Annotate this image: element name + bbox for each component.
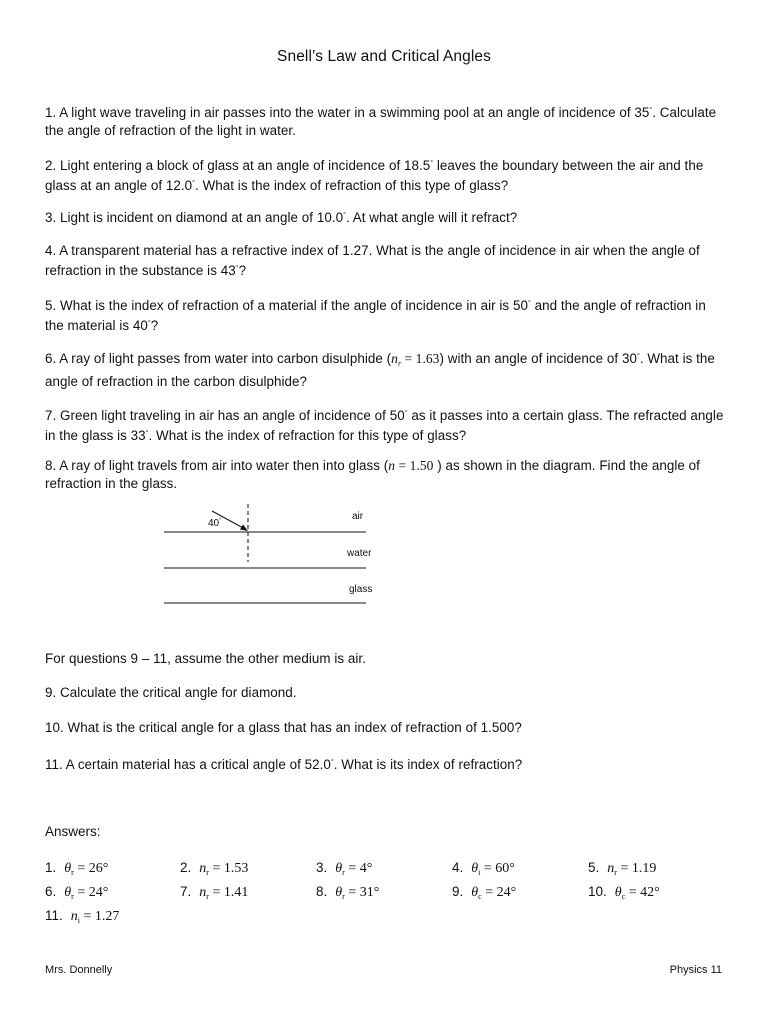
answers-heading: Answers: xyxy=(45,824,101,839)
question-6: 6. A ray of light passes from water into carbon disulphide $(n_r = 1.63)$ with an angle of incidence of 30°. What is the angle of refraction in the carbon disulphide? xyxy=(45,351,715,389)
answer-1: 1. $\theta_r = 26^\circ$ xyxy=(45,860,109,877)
angle-label: 40° xyxy=(208,518,222,529)
question-2: 2. Light entering a block of glass at an angle of incidence of 18.5° leaves the boundary between the air and the glass at an angle of 12.0°. What is the index of refraction of this type of glass? xyxy=(45,158,704,193)
answer-11: 11. $n_i = 1.27$ xyxy=(45,908,120,925)
question-4: 4. A transparent material has a refractive index of 1.27. What is the angle of incidence in air when the angle of refraction in the substance is 43°? xyxy=(45,243,700,278)
page-title: Snell’s Law and Critical Angles xyxy=(277,48,491,65)
answer-4: 4. $\theta_i = 60^\circ$ xyxy=(452,860,515,877)
questions-9-11-intro: For questions 9 – 11, assume the other medium is air. xyxy=(45,651,366,666)
question-11: 11. A certain material has a critical angle of 52.0°. What is its index of refraction? xyxy=(45,757,523,772)
refraction-diagram xyxy=(150,500,390,612)
answer-8: 8. $\theta_r = 31^\circ$ xyxy=(316,884,380,901)
refractive-index-expression: $n_r = 1.63$ xyxy=(391,351,440,368)
answer-5: 5. $n_r = 1.19$ xyxy=(588,860,657,877)
question-3: 3. Light is incident on diamond at an angle of 10.0°. At what angle will it refract? xyxy=(45,210,518,225)
question-7: 7. Green light traveling in air has an angle of incidence of 50° as it passes into a certain glass. The refracted angle in the glass is 33°. What is the index of refraction for this type of glass? xyxy=(45,408,724,443)
question-9: 9. Calculate the critical angle for diamond. xyxy=(45,685,297,700)
answer-2: 2. $n_r = 1.53$ xyxy=(180,860,249,877)
air-label: air xyxy=(352,511,364,522)
question-8: 8. A ray of light travels from air into water then into glass (n = 1.50 ) as shown in the diagram. Find the angle of refraction in the glass. xyxy=(45,458,700,491)
answer-3: 3. $\theta_r = 4^\circ$ xyxy=(316,860,373,877)
footer-author: Mrs. Donnelly xyxy=(45,964,113,976)
ray-arrowhead xyxy=(240,525,248,532)
answer-6: 6. $\theta_r = 24^\circ$ xyxy=(45,884,109,901)
question-1: 1. A light wave traveling in air passes into the water in a swimming pool at an angle of incidence of 35°. Calculate the angle of refraction of the light in water. xyxy=(45,105,717,138)
answer-9: 9. $\theta_c = 24^\circ$ xyxy=(452,884,517,901)
answer-7: 7. $n_r = 1.41$ xyxy=(180,884,249,901)
glass-index-expression: n = 1.50 xyxy=(388,458,434,473)
question-5: 5. What is the index of refraction of a material if the angle of incidence in air is 50° and the angle of refraction in the material is 40°? xyxy=(45,298,706,333)
answer-10: 10. $\theta_c = 42^\circ$ xyxy=(588,884,660,901)
glass-label: glass xyxy=(349,584,373,595)
water-label: water xyxy=(347,548,372,559)
question-10: 10. What is the critical angle for a glass that has an index of refraction of 1.500? xyxy=(45,720,522,735)
footer-course: Physics 11 xyxy=(669,964,722,976)
